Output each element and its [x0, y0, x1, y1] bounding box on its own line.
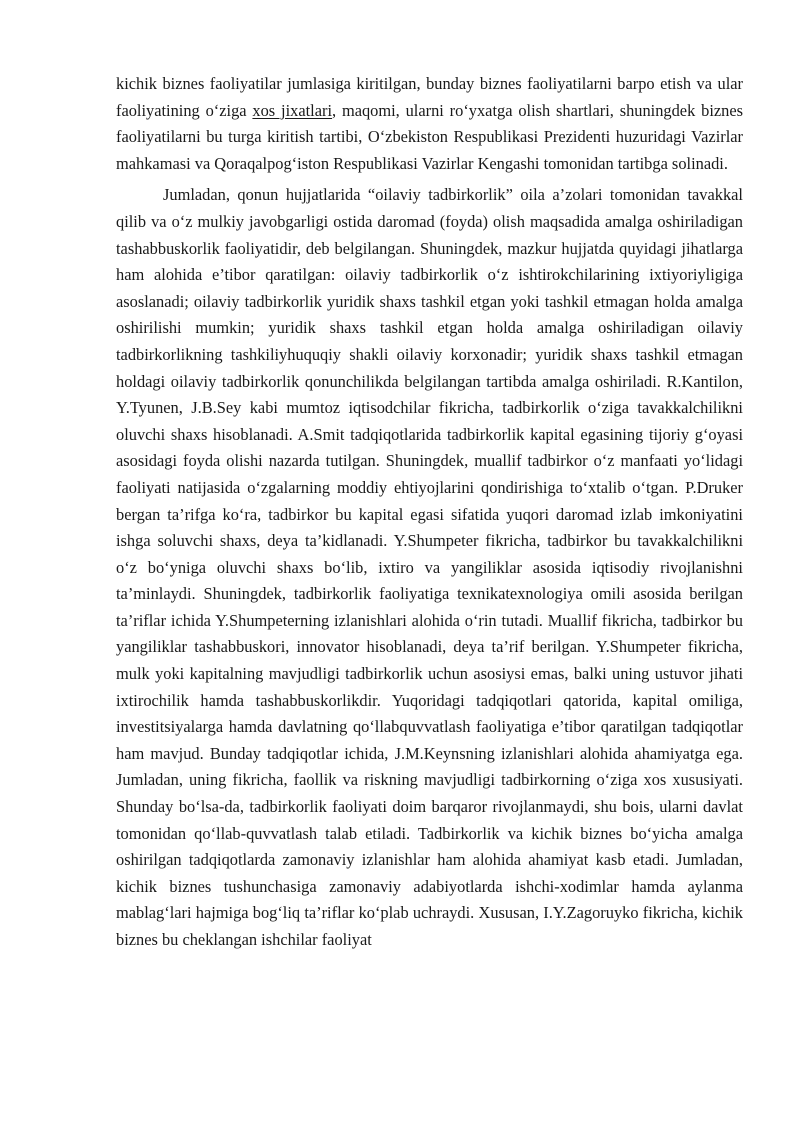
- paragraph-text-before-link: kichik biznes faoliyatilar jumlasiga kiritilgan, bunday biznes faoliyatilarni barpo etish va ular faoliyatining o‘ziga: [116, 74, 743, 120]
- paragraph-main: Jumladan, qonun hujjatlarida “oilaviy tadbirkorlik” oila a’zolari tomonidan tavakkal qilib va o‘z mulkiy javobgarligi ostida daromad (foyda) olish maqsadida amalga oshiriladigan tashabbuskorlik faoliyatidir, deb belgilangan. Shuningdek, mazkur hujjatda quyidagi jihatlarga ham alohida e’tibor qaratilgan: oilaviy tadbirkorlik o‘z ishtirokchilarining ixtiyoriyligiga asoslanadi; oilaviy tadbirkorlik yuridik shaxs tashkil etgan yoki tashkil etmagan holda amalga oshirilishi mumkin; yuridik shaxs tashkil etgan holda amalga oshiriladigan oilaviy tadbirkorlikning tashkiliyhuquqiy shakli oilaviy korxonadir; yuridik shaxs tashkil etmagan holdagi oilaviy tadbirkorlik qonunchilikda belgilangan tartibda amalga oshiriladi. R.Kantilon, Y.Tyunen, J.B.Sey kabi mumtoz iqtisodchilar fikricha, tadbirkorlik o‘ziga tavakkalchilikni oluvchi shaxs hisoblanadi. A.Smit tadqiqotlarida tadbirkorlik kapital egasining tijoriy g‘oyasi asosidagi foyda olishi nazarda tutilgan. Shuningdek, muallif tadbirkor o‘z manfaati yo‘lidagi faoliyati natijasida o‘zgalarning moddiy ehtiyojlarini qondirishiga to‘xtalib o‘tgan. P.Druker bergan ta’rifga ko‘ra, tadbirkor bu kapital egasi sifatida yuqori daromad izlab imkoniyatini ishga soluvchi shaxs, deya ta’kidlanadi. Y.Shumpeter fikricha, tadbirkor bu tavakkalchilikni o‘z bo‘yniga oluvchi shaxs bo‘lib, ixtiro va yangiliklar asosida iqtisodiy rivojlanishni ta’minlaydi. Shuningdek, tadbirkorlik faoliyatiga texnikatexnologiya omili asosida berilgan ta’riflar ichida Y.Shumpeterning izlanishlari alohida o‘rin tutadi. Muallif fikricha, tadbirkor bu yangiliklar tashabbuskori, innovator hisoblanadi, deya ta’rif berilgan. Y.Shumpeter fikricha, mulk yoki kapitalning mavjudligi tadbirkorlik uchun asosiysi emas, balki uning ustuvor jihati ixtirochilik hamda tashabbuskorlikdir. Yuqoridagi tadqiqotlari qatorida, kapital omiliga, investitsiyalarga hamda davlatning qo‘llabquvvatlash faoliyatiga e’tibor qaratilgan tadqiqotlar ham mavjud. Bunday tadqiqotlar ichida, J.M.Keynsning izlanishlari alohida ahamiyatga ega. Jumladan, uning fikricha, faollik va riskning mavjudligi tadbirkorning o‘ziga xos xususiyati. Shunday bo‘lsa-da, tadbirkorlik faoliyati doim barqaror rivojlanmaydi, shu bois, ularni davlat tomonidan qo‘llab-quvvatlash talab etiladi. Tadbirkorlik va kichik biznes bo‘yicha amalga oshirilgan tadqiqotlarda zamonaviy izlanishlar ham alohida ahamiyat kasb etadi. Jumladan, kichik biznes tushunchasiga zamonaviy adabiyotlarda ishchi-xodimlar hamda aylanma mablag‘lari hajmiga bog‘liq ta’riflar ko‘plab uchraydi. Xususan, I.Y.Zagoruyko fikricha, kichik biznes bu cheklangan ishchilar faoliyat: [116, 185, 743, 949]
- underlined-term: xos jixatlari: [252, 100, 332, 120]
- paragraph-continued: [116, 71, 743, 177]
- paragraph-text-after-link: , maqomi, ularni ro‘yxatga olish shartlari, shuningdek biznes faoliyatilarni bu turga kiritish tartibi, O‘zbekiston Respublikasi Prezidenti huzuridagi Vazirlar mahkamasi va Qoraqalpog‘iston Respublikasi Vazirlar Kengashi tomonidan tartibga solinadi.: [116, 100, 743, 173]
- document-page: [116, 71, 743, 954]
